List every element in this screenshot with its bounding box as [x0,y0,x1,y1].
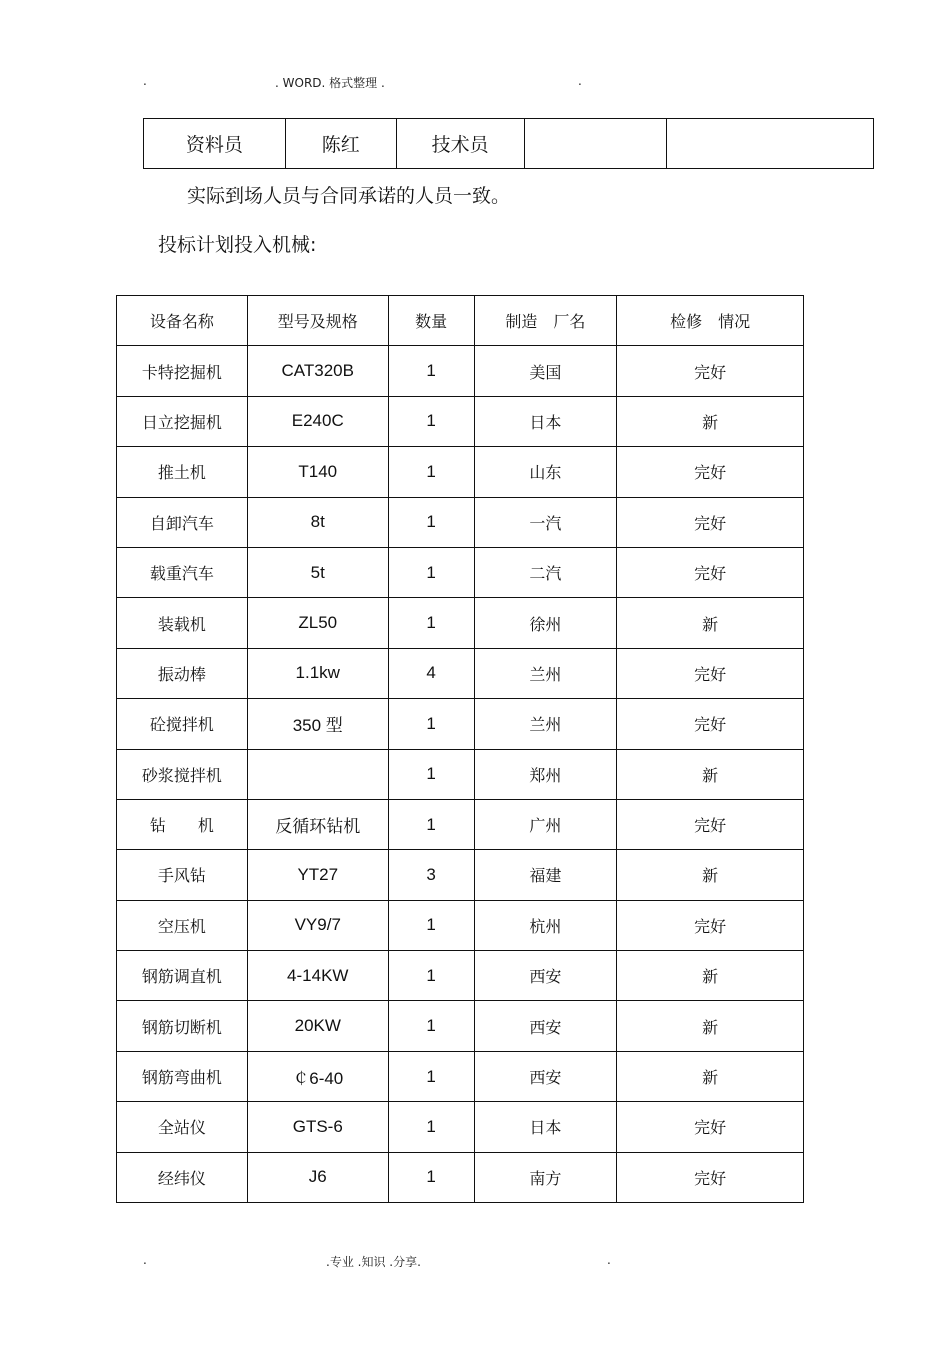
condition-cell: 新 [617,1001,804,1051]
model-spec-cell: 反循环钻机 [247,799,388,849]
condition-cell: 新 [617,749,804,799]
table-row [117,900,804,950]
condition-cell: 新 [617,1051,804,1101]
manufacturer-cell: 西安 [474,1001,617,1051]
quantity-cell: 1 [388,749,474,799]
table-row [117,346,804,396]
condition-cell: 新 [617,598,804,648]
header-left-dot: . [143,74,147,88]
staff-cell [667,119,874,169]
manufacturer-cell: 一汽 [474,497,617,547]
table-row [117,447,804,497]
staff-cell: 陈红 [285,119,396,169]
equipment-name-cell: 自卸汽车 [117,497,248,547]
model-spec-cell: J6 [247,1152,388,1202]
table-row [117,396,804,446]
table-row [117,648,804,698]
footer-left-dot: . [143,1253,147,1267]
manufacturer-cell: 徐州 [474,598,617,648]
equipment-name-cell: 钢筋切断机 [117,1001,248,1051]
table-row [117,1152,804,1202]
condition-cell: 完好 [617,699,804,749]
condition-cell: 新 [617,396,804,446]
table-row [117,598,804,648]
manufacturer-cell: 二汽 [474,547,617,597]
quantity-cell: 1 [388,951,474,1001]
model-spec-cell: 4-14KW [247,951,388,1001]
manufacturer-cell: 日本 [474,1102,617,1152]
equipment-name-cell: 手风钻 [117,850,248,900]
condition-cell: 完好 [617,799,804,849]
manufacturer-cell: 南方 [474,1152,617,1202]
model-spec-cell: 8t [247,497,388,547]
model-spec-cell: GTS-6 [247,1102,388,1152]
model-spec-cell: 1.1kw [247,648,388,698]
model-spec-cell: ZL50 [247,598,388,648]
manufacturer-cell: 日本 [474,396,617,446]
manufacturer-cell: 兰州 [474,648,617,698]
table-row [117,799,804,849]
condition-cell: 新 [617,850,804,900]
quantity-cell: 1 [388,900,474,950]
quantity-cell: 1 [388,1102,474,1152]
table-row [117,749,804,799]
quantity-cell: 1 [388,699,474,749]
footer-right-dot: . [607,1253,611,1267]
equipment-name-cell: 砼搅拌机 [117,699,248,749]
equipment-name-cell: 载重汽车 [117,547,248,597]
quantity-cell: 4 [388,648,474,698]
equipment-name-cell: 钢筋调直机 [117,951,248,1001]
condition-cell: 完好 [617,497,804,547]
section-title: 投标计划投入机械: [158,234,317,256]
model-spec-cell: CAT320B [247,346,388,396]
quantity-cell: 1 [388,396,474,446]
condition-cell: 完好 [617,547,804,597]
model-spec-cell: YT27 [247,850,388,900]
column-header: 数量 [388,296,474,346]
manufacturer-cell: 美国 [474,346,617,396]
manufacturer-cell: 山东 [474,447,617,497]
footer-text: .专业 .知识 .分享. [326,1255,421,1269]
table-row [117,951,804,1001]
equipment-name-cell: 装载机 [117,598,248,648]
equipment-name-cell: 钻 机 [117,799,248,849]
column-header: 制造 厂名 [474,296,617,346]
condition-cell: 新 [617,951,804,1001]
equipment-name-cell: 砂浆搅拌机 [117,749,248,799]
model-spec-cell [247,749,388,799]
condition-cell: 完好 [617,900,804,950]
manufacturer-cell: 杭州 [474,900,617,950]
condition-cell: 完好 [617,1102,804,1152]
staff-cell [524,119,667,169]
table-row [117,497,804,547]
statement-paragraph: 实际到场人员与合同承诺的人员一致。 [187,185,511,207]
staff-table [143,118,874,169]
quantity-cell: 1 [388,346,474,396]
equipment-table [116,295,804,1203]
table-row [117,1051,804,1101]
manufacturer-cell: 西安 [474,1051,617,1101]
column-header: 设备名称 [117,296,248,346]
quantity-cell: 1 [388,547,474,597]
equipment-name-cell: 推土机 [117,447,248,497]
table-row [117,1102,804,1152]
equipment-name-cell: 振动棒 [117,648,248,698]
equipment-header-row [117,296,804,346]
model-spec-cell: E240C [247,396,388,446]
model-spec-cell: 350 型 [247,699,388,749]
table-row [117,699,804,749]
header-title: . WORD. 格式整理 . [275,76,385,90]
quantity-cell: 1 [388,598,474,648]
manufacturer-cell: 西安 [474,951,617,1001]
condition-cell: 完好 [617,346,804,396]
staff-cell: 技术员 [396,119,524,169]
equipment-name-cell: 空压机 [117,900,248,950]
model-spec-cell: 5t [247,547,388,597]
header-right-dot: . [578,74,582,88]
table-row [117,1001,804,1051]
model-spec-cell: VY9/7 [247,900,388,950]
condition-cell: 完好 [617,447,804,497]
manufacturer-cell: 郑州 [474,749,617,799]
equipment-name-cell: 经纬仪 [117,1152,248,1202]
model-spec-cell: ￠6-40 [247,1051,388,1101]
model-spec-cell: T140 [247,447,388,497]
condition-cell: 完好 [617,1152,804,1202]
staff-cell: 资料员 [144,119,286,169]
staff-row [144,119,874,169]
manufacturer-cell: 福建 [474,850,617,900]
quantity-cell: 1 [388,799,474,849]
quantity-cell: 1 [388,1001,474,1051]
column-header: 型号及规格 [247,296,388,346]
manufacturer-cell: 兰州 [474,699,617,749]
quantity-cell: 3 [388,850,474,900]
model-spec-cell: 20KW [247,1001,388,1051]
quantity-cell: 1 [388,1051,474,1101]
equipment-name-cell: 钢筋弯曲机 [117,1051,248,1101]
manufacturer-cell: 广州 [474,799,617,849]
quantity-cell: 1 [388,497,474,547]
condition-cell: 完好 [617,648,804,698]
quantity-cell: 1 [388,447,474,497]
table-row [117,547,804,597]
equipment-name-cell: 全站仪 [117,1102,248,1152]
equipment-name-cell: 日立挖掘机 [117,396,248,446]
quantity-cell: 1 [388,1152,474,1202]
table-row [117,850,804,900]
column-header: 检修 情况 [617,296,804,346]
equipment-name-cell: 卡特挖掘机 [117,346,248,396]
